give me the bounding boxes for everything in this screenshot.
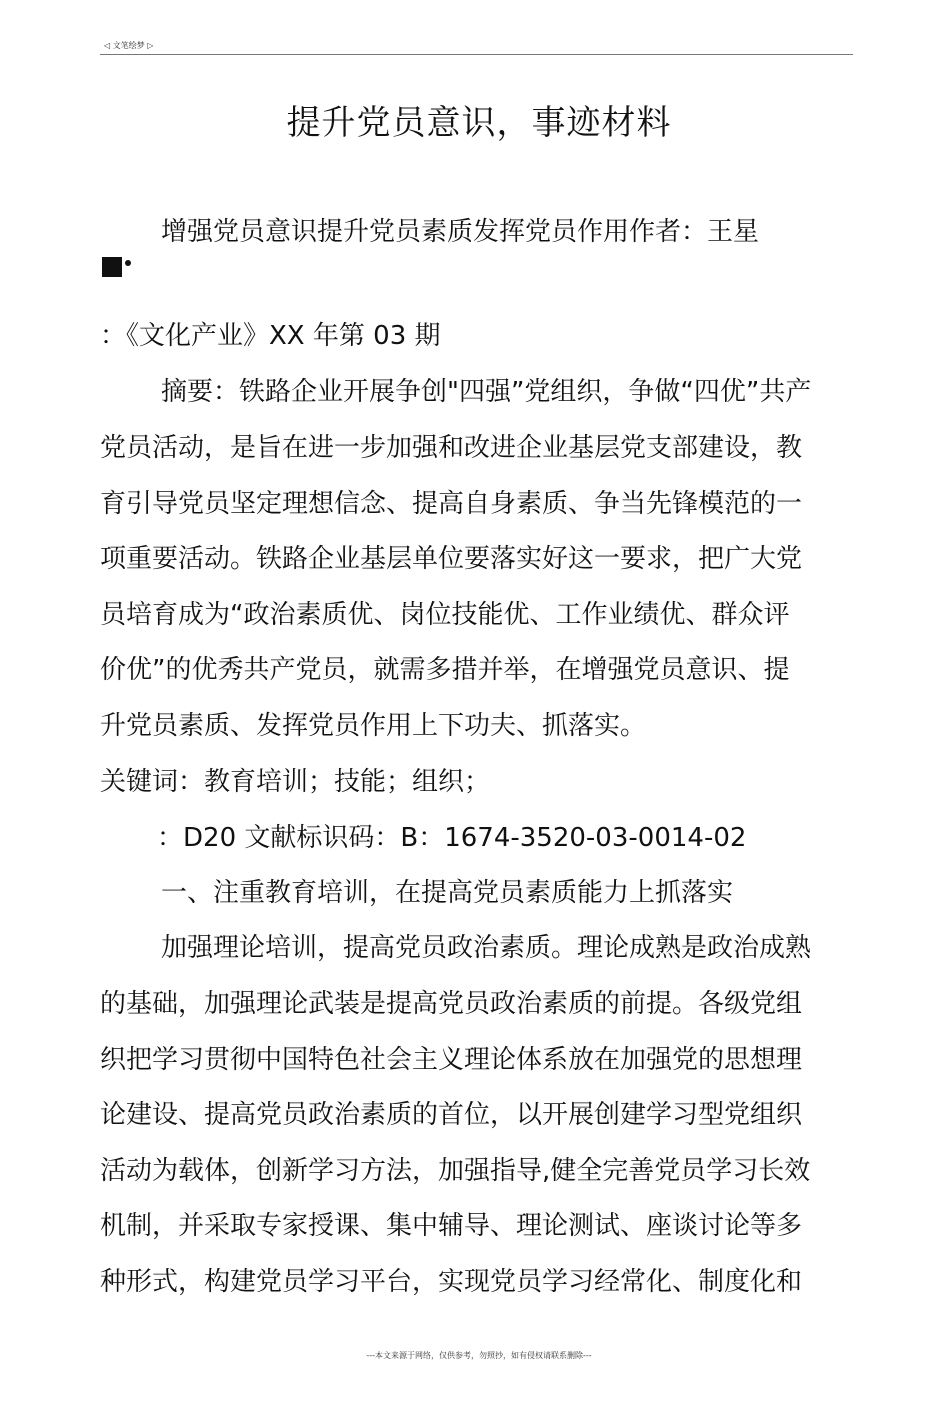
keywords-line: 关键词：教育培训；技能；组织； (100, 767, 491, 797)
body-line: 论建设、提高党员政治素质的首位，以开展创建学习型党组织 (100, 1100, 803, 1130)
byline: 增强党员意识提升党员素质发挥党员作用作者：王星 (161, 217, 760, 247)
page-header (100, 38, 853, 55)
abstract-line: 摘要：铁路企业开展争创"四强”党组织，争做“四优”共产 (161, 377, 812, 407)
dot-bullet-icon (125, 260, 131, 266)
classification-line: ：D20 文献标识码：B：1674-3520-03-0014-02 (157, 823, 747, 853)
document-title: 提升党员意识，事迹材料 (286, 103, 672, 143)
abstract-line: 育引导党员坚定理想信念、提高自身素质、争当先锋模范的一 (100, 489, 803, 519)
abstract-line: 员培育成为“政治素质优、岗位技能优、工作业绩优、群众评 (100, 600, 790, 630)
header-text: ◁ 文笔绘梦 ▷ (104, 41, 154, 50)
bullet-marks (102, 256, 131, 280)
section-heading: 一、注重教育培训，在提高党员素质能力上抓落实 (161, 878, 734, 908)
square-bullet-icon (102, 257, 122, 277)
body-line: 加强理论培训，提高党员政治素质。理论成熟是政治成熟 (161, 933, 812, 963)
abstract-line: 党员活动，是旨在进一步加强和改进企业基层党支部建设，教 (100, 433, 803, 463)
source-line: ：《文化产业》XX 年第 03 期 (100, 321, 441, 351)
page-footer: ---本文来源于网络，仅供参考，勿照抄，如有侵权请联系删除--- (366, 1351, 592, 1360)
body-line: 的基础，加强理论武装是提高党员政治素质的前提。各级党组 (100, 989, 803, 1019)
body-line: 织把学习贯彻中国特色社会主义理论体系放在加强党的思想理 (100, 1045, 803, 1075)
body-line: 活动为载体，创新学习方法，加强指导,健全完善党员学习长效 (100, 1156, 811, 1186)
abstract-line: 项重要活动。铁路企业基层单位要落实好这一要求，把广大党 (100, 544, 803, 574)
body-line: 机制，并采取专家授课、集中辅导、理论测试、座谈讨论等多 (100, 1211, 803, 1241)
abstract-line: 价优”的优秀共产党员，就需多措并举，在增强党员意识、提 (100, 655, 790, 685)
abstract-line: 升党员素质、发挥党员作用上下功夫、抓落实。 (100, 711, 647, 741)
body-line: 种形式，构建党员学习平台，实现党员学习经常化、制度化和 (100, 1267, 803, 1297)
